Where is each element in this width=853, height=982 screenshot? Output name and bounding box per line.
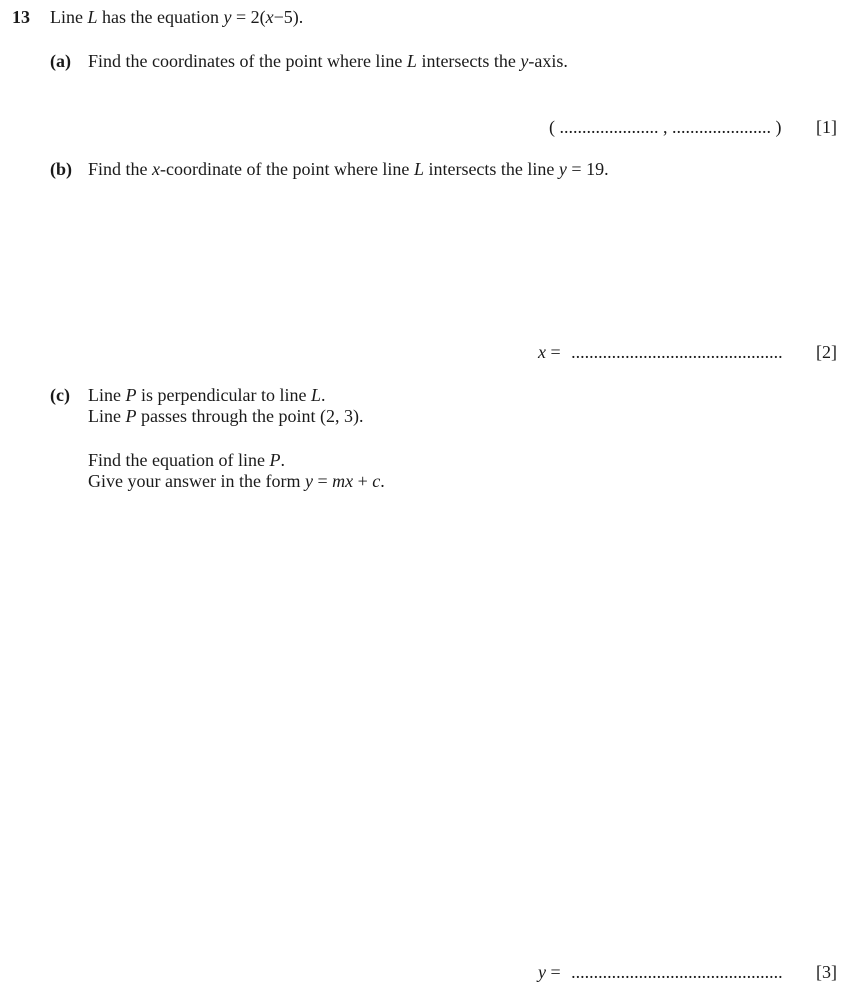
part-c-marks: [3] [816,962,837,982]
stem-text: has the equation [97,7,224,27]
part-b-answer[interactable] [538,343,783,361]
part-b-answer-dots[interactable]: ............................................... [571,342,783,362]
part-b-t2: -coordinate of the point where line [160,159,414,179]
part-c-l1-P: P [125,385,137,405]
part-c-l4b: = [312,471,333,491]
part-a-text [88,52,568,70]
part-c-answer-var: y [538,962,546,982]
part-b-t4: = 19. [566,159,609,179]
part-c-l4a: Give your answer in the form [88,471,305,491]
part-a-t3: -axis. [528,51,568,71]
part-c-line-4 [88,472,385,490]
part-c-l1c: . [320,385,326,405]
part-c-answer-eq: = [546,962,566,982]
part-a-t1: Find the coordinates of the point where line [88,51,407,71]
stem-eq: = 2( [231,7,266,27]
part-c-l1-L: L [310,385,321,405]
part-c-l3a: Find the equation of line [88,450,270,470]
part-c-line-2 [88,407,363,425]
part-a-marks: [1] [816,117,837,137]
part-c-l4d: . [380,471,385,491]
part-c-l4c: + [353,471,373,491]
stem-text: Line [50,7,88,27]
part-c-line-3 [88,451,285,469]
part-c-l2b: passes through the point (2, 3). [136,406,364,426]
part-c-l4-y: y [304,471,313,491]
part-c-line-1 [88,386,325,404]
part-b-answer-eq: = [546,342,566,362]
question-stem [50,8,303,26]
stem-line-L: L [87,7,98,27]
part-b-L: L [413,159,424,179]
part-c-answer[interactable] [538,963,783,981]
part-b-x: x [152,159,161,179]
stem-y: y [223,7,232,27]
part-b-label: (b) [50,159,72,179]
part-b-text [88,160,609,178]
part-a-answer-line[interactable]: ( ...................... , ...................... ) [549,117,782,137]
part-c-l3b: . [280,450,285,470]
part-c-l4-mx: mx [332,471,354,491]
part-c-l2-P: P [125,406,137,426]
part-a-L: L [406,51,417,71]
question-number: 13 [12,7,30,27]
part-c-l2a: Line [88,406,126,426]
stem-x: x [265,7,274,27]
part-a-t2: intersects the [416,51,521,71]
stem-end: −5). [273,7,304,27]
part-b-y: y [558,159,567,179]
part-b-marks: [2] [816,342,837,362]
part-b-t3: intersects the line [423,159,559,179]
part-b-t1: Find the [88,159,153,179]
part-c-answer-dots[interactable]: ............................................... [571,962,783,982]
part-a-label: (a) [50,51,71,71]
part-c-l3-P: P [269,450,281,470]
part-a-y: y [520,51,529,71]
part-c-l1a: Line [88,385,126,405]
part-c-label: (c) [50,385,70,405]
part-c-l4-c: c [372,471,381,491]
part-c-l1b: is perpendicular to line [136,385,311,405]
part-b-answer-var: x [538,342,546,362]
